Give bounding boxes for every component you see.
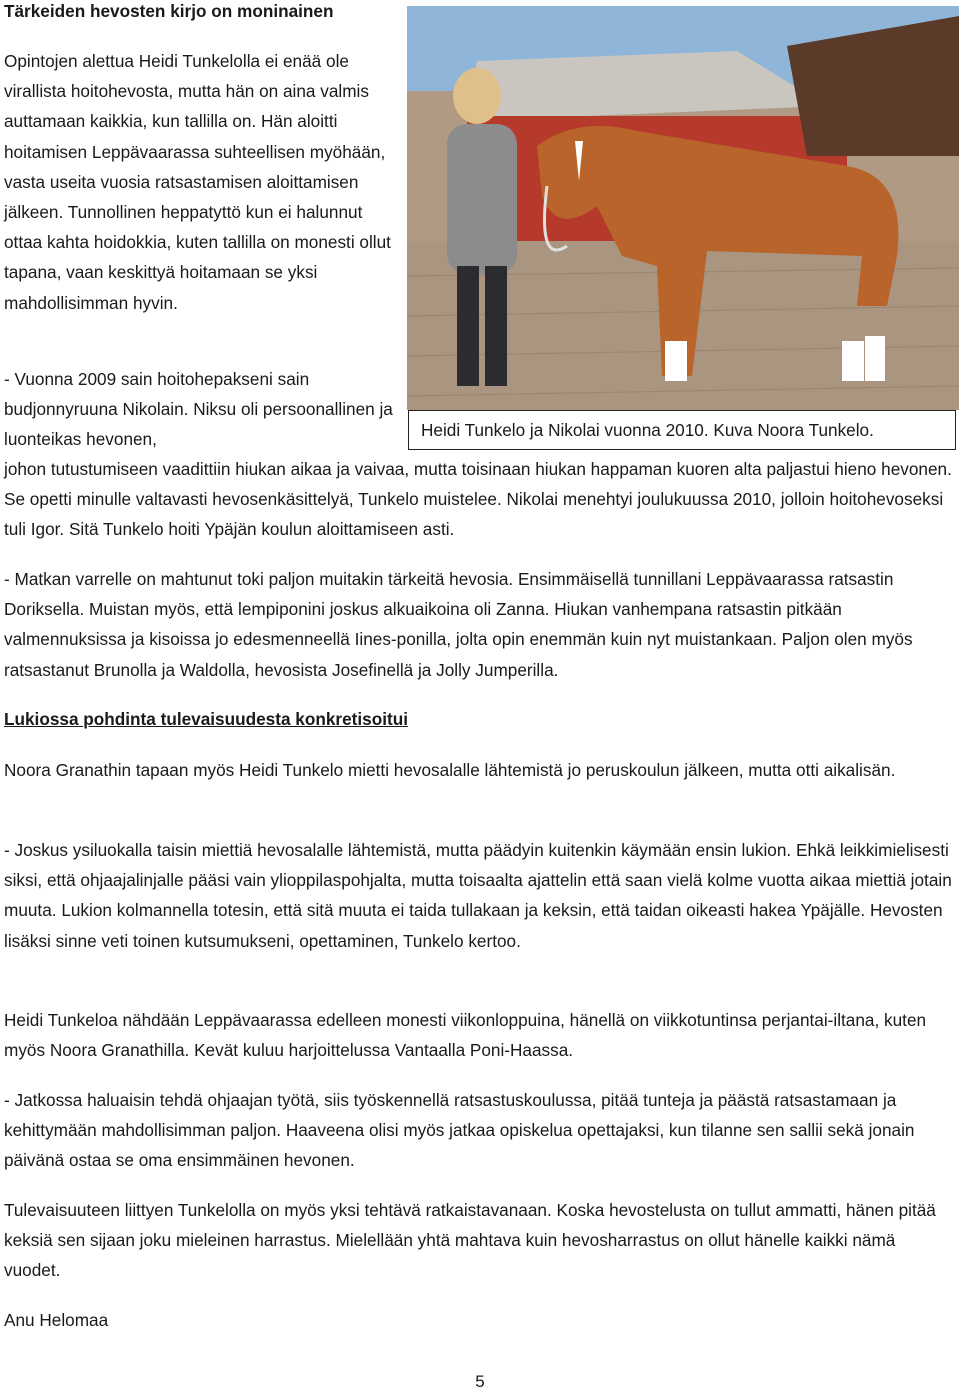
photo-caption-text: Heidi Tunkelo ja Nikolai vuonna 2010. Kuva Noora Tunkelo.: [421, 419, 874, 440]
section-heading-1: Tärkeiden hevosten kirjo on moninainen: [4, 1, 334, 21]
section-heading-2: [4, 704, 956, 734]
paragraph-4: Heidi Tunkeloa nähdään Leppävaarassa edelleen monesti viikonloppuina, hänellä on viikkotuntinsa perjantai-iltana, kuten myös Noora Granathilla. Kevät kuluu harjoittelussa Vantaalla Poni-Haassa.: [4, 1010, 927, 1061]
quote-paragraph-1-start: - Vuonna 2009 sain hoitohepakseni sain budjonnyruuna Nikolain. Niksu oli persoonallinen ja luonteikas hevonen,: [4, 369, 393, 450]
quote-paragraph-2: - Matkan varrelle on mahtunut toki paljon muitakin tärkeitä hevosia. Ensimmäisellä tunnillani Leppävaarassa ratsastin Doriksella. Muistan myös, että lempiponini joskus alkuaikoina oli Zanna. Hiukan vanhempana ratsastin pitkään valmennuksissa ja kisoissa jo edesmenneellä Iines-ponilla, jolta opin enemmän kuin nyt muistankaan. Paljon olen myös ratsastanut Brunolla ja Waldolla, hevosista Josefinellä ja Jolly Jumperilla.: [4, 569, 913, 680]
quote-paragraph-1-continued: johon tutustumiseen vaadittiin hiukan aikaa ja vaivaa, mutta toisinaan hiukan happaman kuoren alta paljastui hieno hevonen. Se opetti minulle valtavasti hevosenkäsittelyä, Tunkelo muistelee. Nikolai menehtyi joulukuussa 2010, jolloin hoitohevoseksi tuli Igor. Sitä Tunkelo hoiti Ypäjän koulun aloittamiseen asti.: [4, 459, 952, 540]
horse-photo: [407, 6, 959, 410]
horse-photo-illustration: [407, 6, 959, 410]
paragraph-3: Noora Granathin tapaan myös Heidi Tunkelo mietti hevosalalle lähtemistä jo peruskoulun jälkeen, mutta otti aikalisän.: [4, 760, 896, 780]
quote-paragraph-3: - Joskus ysiluokalla taisin miettiä hevosalalle lähtemistä, mutta päädyin kuitenkin käymään ensin lukion. Ehkä leikkimielisesti siksi, että ohjaajalinjalle pääsi vain ylioppilaspohjalta, mutta toisaalta ajattelin että saan vielä kolme vuotta aikaa miettiä jotain muuta. Lukion kolmannella totesin, että sitä muuta ei taida tullakaan ja keksin, että taidan oikeasti hakea Ypäjälle. Hevosten lisäksi sinne veti toinen kutsumukseni, opettaminen, Tunkelo kertoo.: [4, 840, 952, 951]
page-number: 5: [475, 1372, 485, 1391]
author-name: Anu Helomaa: [4, 1310, 109, 1330]
photo-caption: [408, 410, 956, 450]
intro-paragraph: Opintojen alettua Heidi Tunkelolla ei enää ole virallista hoitohevosta, mutta hän on aina valmis auttamaan kaikkia, kun tallilla on. Hän aloitti hoitamisen Leppävaarassa suhteellisen myöhään, vasta useita vuosia ratsastamisen aloittamisen jälkeen. Tunnollinen heppatyttö kun ei halunnut ottaa kahta hoidokkia, kuten tallilla on monesti ollut tapana, vaan keskittyä hoitamaan se yksi mahdollisimman hyvin.: [4, 51, 391, 313]
quote-paragraph-4: - Jatkossa haluaisin tehdä ohjaajan työtä, siis työskennellä ratsastuskoulussa, pitää tunteja ja päästä ratsastamaan ja kehittymään mahdollisimman paljon. Haaveena olisi myös jatkaa opiskelua opettajaksi, kun tilanne sen sallii sekä jonain päivänä ostaa se oma ensimmäinen hevonen.: [4, 1090, 915, 1171]
paragraph-5: Tulevaisuuteen liittyen Tunkelolla on myös yksi tehtävä ratkaistavanaan. Koska hevostelusta on tullut ammatti, hänen pitää keksiä sen sijaan joku mieleinen harrastus. Mielellään yhtä mahtava kuin hevosharrastus on ollut hänelle kaikki nämä vuodet.: [4, 1200, 936, 1281]
section-heading-2-text: Lukiossa pohdinta tulevaisuudesta konkretisoitui: [4, 709, 408, 729]
